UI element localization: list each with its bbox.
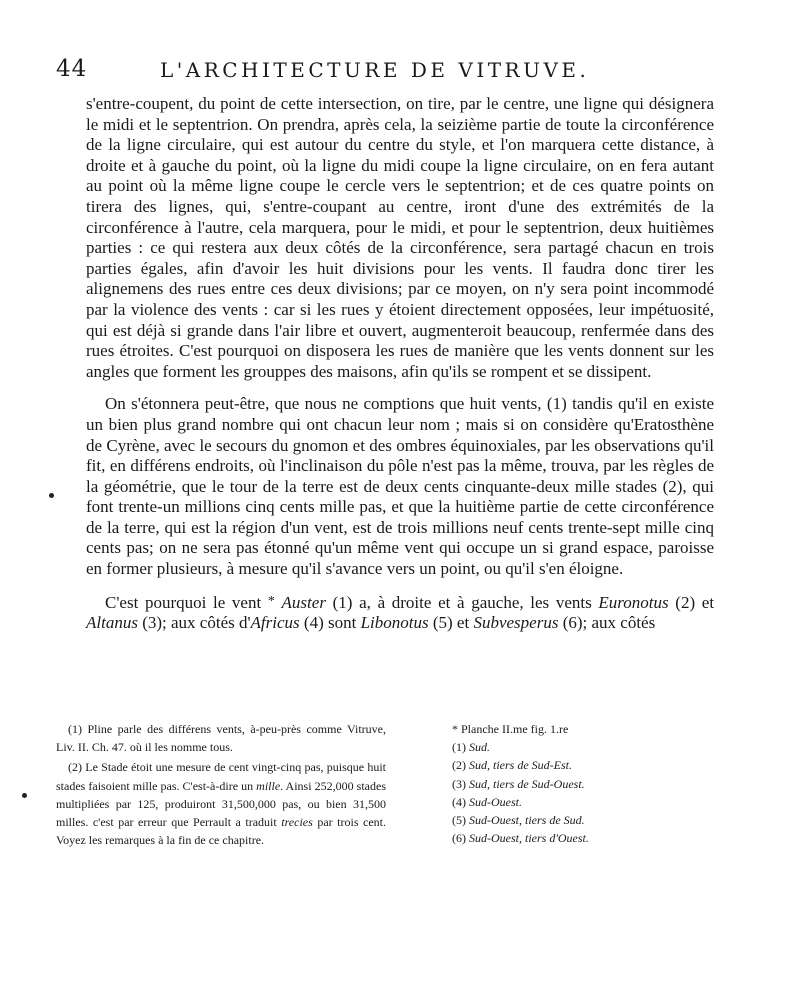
plate-legend-item xyxy=(452,829,712,847)
footnote-term-mille: mille xyxy=(256,778,281,793)
plate-legend-text: Sud, tiers de Sud-Est. xyxy=(469,758,572,773)
legend-ref-2: (2) xyxy=(675,592,696,612)
plate-legend-number: (5) xyxy=(452,813,466,828)
footnote-2 xyxy=(56,758,386,849)
wind-name-africus: Africus xyxy=(250,613,300,633)
plate-legend-item xyxy=(452,756,712,774)
plate-legend-item xyxy=(452,811,712,829)
plate-legend-number: (3) xyxy=(452,776,466,791)
plate-legend-item xyxy=(452,738,712,756)
footnote-text: . Ainsi 252,000 stades multipliées par 125, produiront 31,500,000 pas, ou bien 31,500 milles. c'est par erreur que Perrault a traduit xyxy=(56,778,387,830)
plate-legend-number: (4) xyxy=(452,794,466,809)
paragraph-winds-count xyxy=(86,394,714,579)
footnotes-column xyxy=(56,720,386,851)
page-header xyxy=(56,56,736,90)
paragraph-text: et xyxy=(701,592,715,612)
footnote-term-trecies: trecies xyxy=(281,815,313,830)
ink-speck xyxy=(49,493,54,498)
wind-name-altanus: Altanus xyxy=(86,613,138,633)
plate-legend-number: (6) xyxy=(452,831,466,846)
page-number: 44 xyxy=(56,56,88,82)
legend-ref-6: (6); aux côtés xyxy=(562,613,656,633)
running-title: L'ARCHITECTURE DE VITRUVE. xyxy=(160,58,590,82)
footnote-text: par trois cent. Voyez les remarques à la fin de ce chapitre. xyxy=(56,815,387,848)
plate-legend-text: Sud-Ouest, tiers de Sud. xyxy=(469,813,585,828)
plate-legend-number: (2) xyxy=(452,758,466,773)
wind-name-libonotus: Libonotus xyxy=(360,613,429,633)
wind-name-auster: Auster xyxy=(281,592,326,612)
plate-legend xyxy=(452,720,712,847)
paragraph-continued: s'entre-coupent, du point de cette intersection, on tire, par le centre, une ligne qui désignera le midi et le septentrion. On prendra, après cela, la seizième partie de toute la circonférence de la ligne circulaire, qui est autour du centre du style, et l'on marquera cette distance, à droite et à gauche du point, où la ligne du midi coupe la ligne circulaire, on en fera autant au point où la même ligne coupe le cercle vers le septentrion; et de ces quatre points on tirera des lignes, qui, s'entre-coupant au centre, iront d'une des extrémités de la circonférence à l'autre, cela marquera, pour le midi, et pour le septentrion, deux huitièmes parties : ce qui restera aux deux côtés de la circonférence, sera partagé chacun en trois parties égales, afin d'avoir les huit divisions pour les vents. Il faudra donc tirer les alignemens des rues entre ces deux divisions; par ce moyen, on n'y sera point incommodé par la violence des vents : car si les rues y étoient directement opposées, leur impétuosité, qui est déjà si grande dans l'air libre et ouvert, augmenteroit beaucoup, renfermée dans des rues étroites. C'est pourquoi on disposera les rues de manière que les vents donnent sur les angles que forment les grouppes des maisons, afin qu'ils se rompent et se dissipent. xyxy=(86,94,714,381)
wind-name-euronotus: Euronotus xyxy=(598,592,669,612)
legend-ref-5: (5) et xyxy=(432,613,470,633)
plate-legend-text: Sud-Ouest, tiers d'Ouest. xyxy=(469,831,589,846)
paragraph-text: C'est pourquoi le vent xyxy=(105,592,262,612)
footnote-text: (2) Le Stade étoit une mesure de cent vingt-cinq pas, puisque huit stades faisoient mille pas. C'est-à-dire un xyxy=(56,760,386,793)
footnote-ref-2: (2), xyxy=(662,476,687,496)
plate-legend-item xyxy=(452,775,712,793)
main-text xyxy=(86,94,714,634)
paragraph-text: tandis qu'il en existe un bien plus grand nombre qui ont chacun leur nom ; mais si on considère qu'Eratosthène de Cyrène, avec le secours du gnomon et des ombres équinoxiales, par les observations qu'il fit, en différens endroits, où l'inclinaison du pôle n'est pas la même, trouva, par les règles de la géométrie, que le tour de la terre est de deux cents cinquante-deux mille stades xyxy=(86,394,715,496)
plate-legend-title: * Planche II.me fig. 1.re xyxy=(452,722,569,736)
wind-name-subvesperus: Subvesperus xyxy=(473,613,559,633)
footnotes-area xyxy=(56,720,756,880)
legend-ref-4: (4) sont xyxy=(303,613,357,633)
footnote-ref-1: (1) xyxy=(546,394,567,414)
plate-legend-item xyxy=(452,793,712,811)
plate-legend-text: Sud, tiers de Sud-Ouest. xyxy=(469,776,585,791)
plate-legend-list xyxy=(452,738,712,847)
plate-legend-number: (1) xyxy=(452,740,466,755)
paragraph-text: a, à droite et à gauche, les vents xyxy=(359,592,592,612)
footnote-1: (1) Pline parle des différens vents, à-peu-près comme Vitruve, Liv. II. Ch. 47. où il les nomme tous. xyxy=(56,722,386,755)
plate-ref-star: * xyxy=(267,593,275,609)
paragraph-wind-names xyxy=(86,592,714,634)
plate-legend-text: Sud. xyxy=(469,740,490,755)
paragraph-text: qui font trente-un millions cinq cents mille pas, et que la huitième partie de cette circonférence de la terre, qui est la région d'un vent, est de trois millions neuf cents trente-sept mille cinq cents pas; on ne sera pas étonné qu'un même vent qui occupe un si grand espace, paroisse en former plusieurs, à mesure qu'il s'avance vers un point, ou qu'il s'en éloigne. xyxy=(86,476,715,579)
paragraph-text: On s'étonnera peut-être, que nous ne comptions que huit vents, xyxy=(105,394,542,414)
legend-ref-1: (1) xyxy=(332,592,353,612)
plate-legend-text: Sud-Ouest. xyxy=(469,794,522,809)
legend-ref-3: (3); aux côtés d' xyxy=(142,613,251,633)
ink-speck xyxy=(22,793,27,798)
